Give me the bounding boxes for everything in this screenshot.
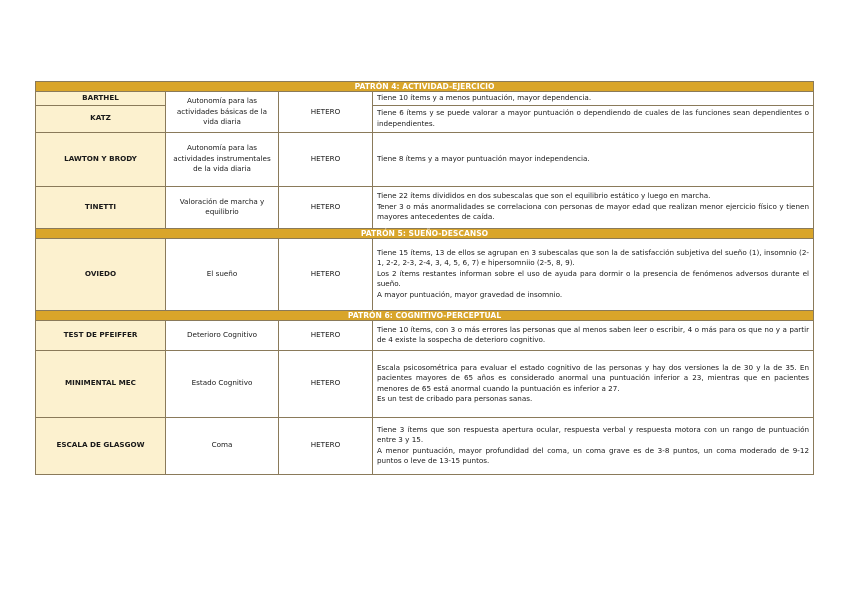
section-header-row: [36, 228, 814, 238]
table-row: [36, 350, 814, 417]
description-line: Es un test de cribado para personas sanas.: [377, 394, 533, 403]
scale-description: [373, 186, 814, 228]
table-row: [36, 186, 814, 228]
description-line: Tiene 3 ítems que son respuesta apertura ocular, respuesta verbal y respuesta motora con un rango de puntuación entre 3 y 15.: [377, 424, 810, 444]
assessment-scales-table: [35, 81, 814, 475]
description-line: A menor puntuación, mayor profundidad del coma, un coma grave es de 3-8 puntos, un coma moderado de 9-12 puntos o leve de 13-15 puntos.: [377, 445, 810, 465]
scale-description: [373, 417, 814, 474]
description-line: Tiene 10 ítems, con 3 o más errores las personas que al menos saben leer o escribir, 4 o más para os que no y a partir de 4 existe la sospecha de deterioro cognitivo.: [377, 324, 810, 344]
description-line: Tiene 15 ítems, 13 de ellos se agrupan en 3 subescalas que son la de satisfacción subjetiva del sueño (1), insomnio (2-1, 2-2, 2-3, 2-4, 3, 4, 5, 6, 7) e hipersomniio (2-5, 8, 9).: [377, 247, 810, 268]
scale-domain: Deterioro Cognitivo: [166, 320, 279, 350]
scale-domain: El sueño: [166, 238, 279, 310]
scale-domain: Coma: [166, 417, 279, 474]
description-line: Tiene 22 ítems divididos en dos subescalas que son el equilibrio estático y luego en marcha.: [377, 191, 711, 201]
table-row: [36, 238, 814, 310]
scale-name: BARTHEL: [36, 92, 166, 106]
scale-description: [373, 132, 814, 186]
scale-domain: Autonomía para las actividades instrumentales de la vida diaria: [166, 132, 279, 186]
scale-name: TEST DE PFEIFFER: [36, 320, 166, 350]
description-line: Tiene 10 ítems y a menos puntuación, mayor dependencia.: [377, 93, 592, 102]
table-row: [36, 132, 814, 186]
table-row: [36, 417, 814, 474]
scale-description: [373, 238, 814, 310]
description-line: Los 2 ítems restantes informan sobre el uso de ayuda para dormir o la presencia de fenómenos adversos durante el sueño.: [377, 268, 810, 289]
scale-description: [373, 92, 814, 106]
description-line: Escala psicosométrica para evaluar el estado cognitivo de las personas y hay dos versiones la de 30 y la de 35. En pacientes mayores de 65 años es considerado anormal una puntuación inferior a 23, mientras que en pacientes menores de 65 está anormal cuando la puntuación es inferior a 27.: [377, 362, 810, 393]
scale-domain: Estado Cognitivo: [166, 350, 279, 417]
scale-description: [373, 320, 814, 350]
description-line: A mayor puntuación, mayor gravedad de insomnio.: [377, 289, 563, 299]
table-row: [36, 105, 814, 132]
scale-type: HETERO: [279, 238, 373, 310]
scale-name: LAWTON Y BRODY: [36, 132, 166, 186]
description-line: Tener 3 o más anormalidades se correlaciona con personas de mayor edad que realizan menor ejercicio físico y tienen mayores antecedentes de caída.: [377, 201, 810, 222]
scale-domain: Autonomía para las actividades básicas de la vida diaria: [166, 92, 279, 133]
scale-description: [373, 350, 814, 417]
scale-name: ESCALA DE GLASGOW: [36, 417, 166, 474]
scale-type: HETERO: [279, 350, 373, 417]
section-header-row: [36, 82, 814, 92]
description-line: Tiene 6 ítems y se puede valorar a mayor puntuación o dependiendo de cuales de las funciones sean dependientes o independientes.: [377, 108, 810, 128]
table-row: [36, 320, 814, 350]
scale-name: TINETTI: [36, 186, 166, 228]
scale-name: KATZ: [36, 105, 166, 132]
section-title: PATRÓN 6: COGNITIVO-PERCEPTUAL: [36, 310, 814, 320]
scale-name: MINIMENTAL MEC: [36, 350, 166, 417]
scale-domain: Valoración de marcha y equilibrio: [166, 186, 279, 228]
scale-type: HETERO: [279, 320, 373, 350]
table-row: [36, 92, 814, 106]
scale-type: HETERO: [279, 92, 373, 133]
scale-description: [373, 105, 814, 132]
scale-type: HETERO: [279, 186, 373, 228]
scale-type: HETERO: [279, 132, 373, 186]
section-header-row: [36, 310, 814, 320]
section-title: PATRÓN 5: SUEÑO-DESCANSO: [36, 228, 814, 238]
description-line: Tiene 8 ítems y a mayor puntuación mayor independencia.: [377, 153, 590, 163]
scale-name: OVIEDO: [36, 238, 166, 310]
section-title: PATRÓN 4: ACTIVIDAD-EJERCICIO: [36, 82, 814, 92]
scale-type: HETERO: [279, 417, 373, 474]
